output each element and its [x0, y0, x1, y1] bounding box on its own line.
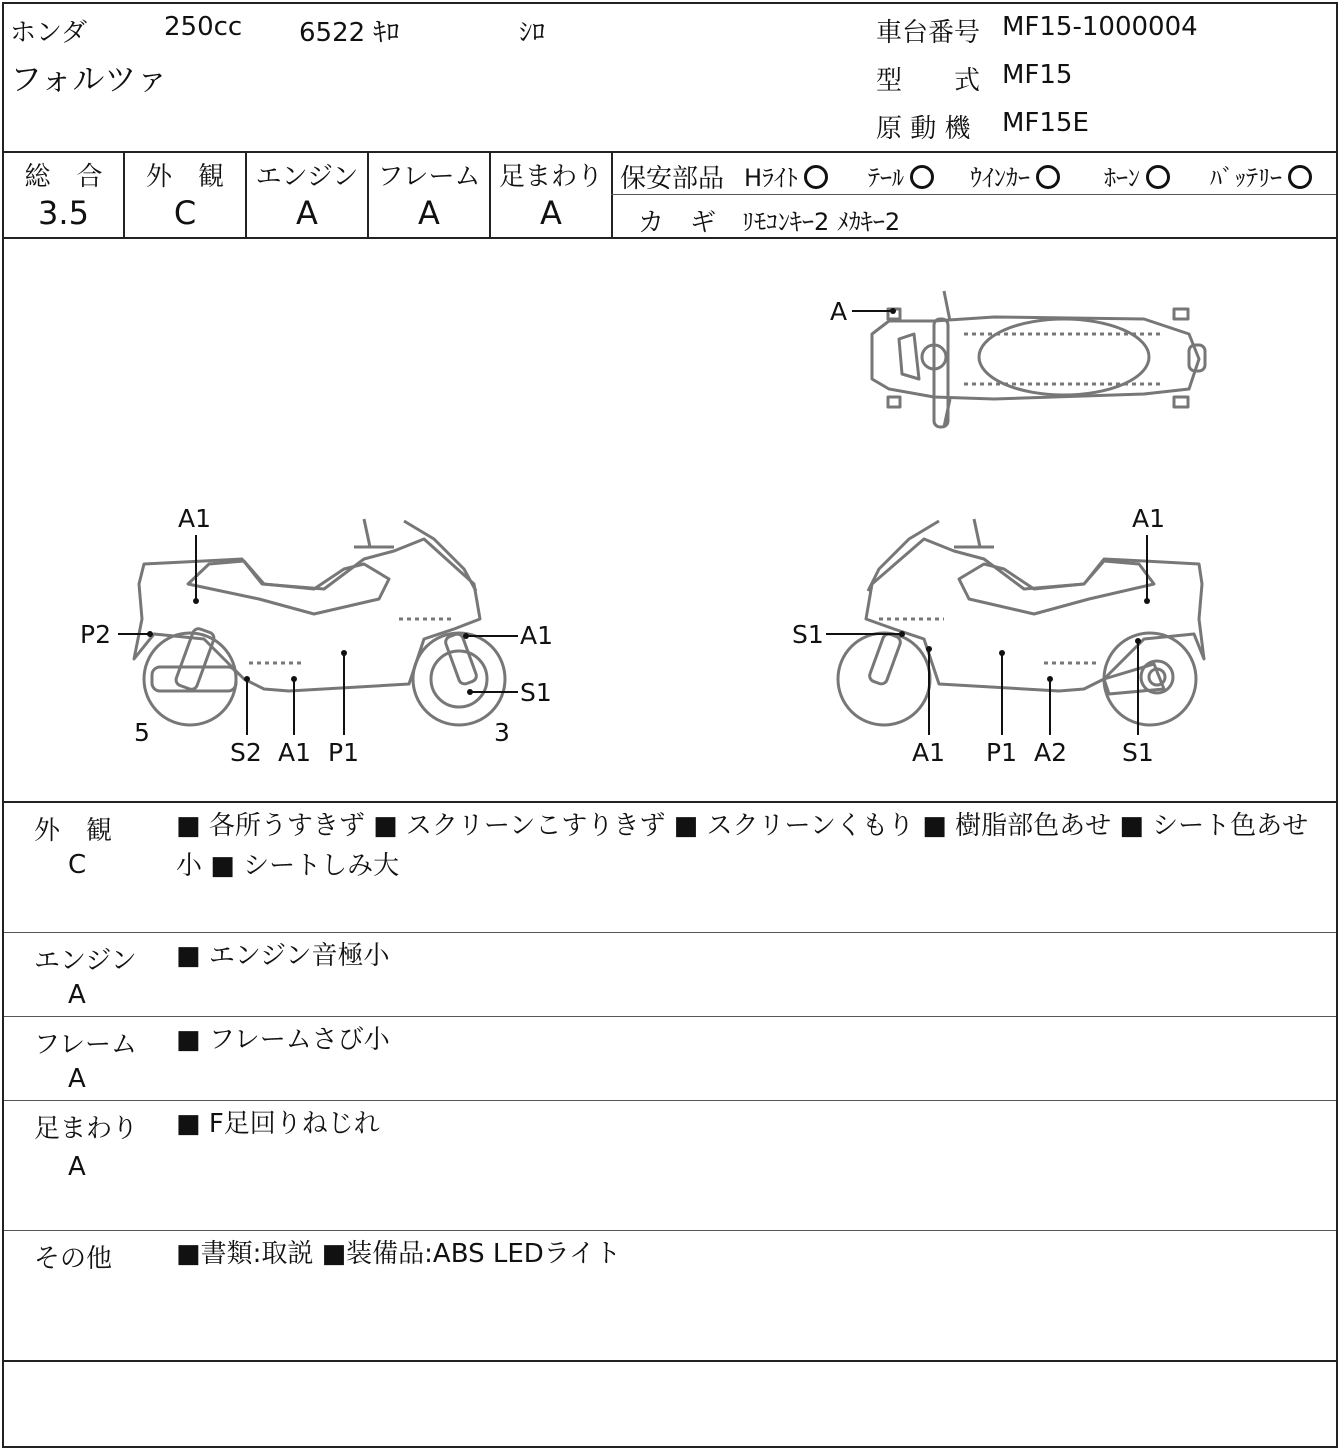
note-grade-exterior: C: [68, 850, 87, 880]
note-label-frame: フレーム: [34, 1030, 137, 1060]
mark-label: A1: [278, 738, 312, 767]
frame-number-label: 車台番号: [876, 18, 981, 48]
ok-circle-icon: [1036, 165, 1060, 189]
ok-circle-icon: [804, 165, 828, 189]
total-score: 3.5: [38, 194, 89, 232]
left-view-marks: [80, 504, 553, 767]
ok-circle-icon: [910, 165, 934, 189]
safety-parts-label: 保安部品: [620, 164, 725, 194]
mark-label: 3: [494, 718, 510, 747]
maker: ホンダ: [10, 18, 87, 48]
model-type-label: 型 式: [876, 66, 981, 96]
mark-label: S2: [230, 738, 262, 767]
mark-label: A1: [178, 504, 212, 533]
scooter-top-view: [872, 291, 1205, 427]
mark-label: A2: [1034, 738, 1068, 767]
divider: [4, 932, 1336, 933]
safety-item-winker: ｳｲﾝｶｰ: [970, 158, 1060, 193]
divider: [4, 1230, 1336, 1231]
note-text-frame: ■ フレームさび小: [176, 1025, 390, 1055]
note-label-exterior: 外 観: [34, 816, 113, 846]
mark-label: A1: [1132, 504, 1166, 533]
note-grade-frame: A: [68, 1064, 86, 1094]
suspension-label: 足まわり: [498, 162, 603, 192]
note-grade-suspension: A: [68, 1152, 86, 1182]
color: ｼﾛ: [519, 18, 546, 48]
note-label-engine: エンジン: [34, 946, 137, 976]
note-text-exterior: ■ 各所うすきず ■ スクリーンこすりきず ■ スクリーンくもり ■ 樹脂部色あせ ■ シート色あせ小 ■ シートしみ大: [176, 811, 1309, 881]
note-label-other: その他: [34, 1244, 113, 1274]
note-text-engine: ■ エンジン音極小: [176, 941, 390, 971]
mark-label: P1: [328, 738, 359, 767]
divider: [4, 1360, 1336, 1362]
divider: [4, 151, 1336, 153]
divider: [4, 1016, 1336, 1017]
frame-number: MF15-1000004: [1002, 12, 1198, 42]
divider: [4, 801, 1336, 803]
mark-label: S1: [792, 620, 824, 649]
mark-label: P2: [80, 620, 111, 649]
frame-label: フレーム: [377, 162, 481, 192]
mark-label: A1: [520, 621, 554, 650]
keys-label: カ ギ: [638, 208, 717, 238]
exterior-label: 外 観: [145, 162, 224, 192]
model-type: MF15: [1002, 60, 1073, 90]
scooter-left-view: [134, 519, 505, 725]
damage-diagram: [4, 239, 1340, 802]
keys-value: ﾘﾓｺﾝｷｰ2 ﾒｶｷｰ2: [742, 208, 901, 236]
engine-grade: A: [296, 194, 318, 232]
scooter-right-view: [838, 519, 1204, 725]
safety-item-horn: ﾎｰﾝ: [1104, 158, 1170, 193]
divider: [611, 151, 613, 239]
ok-circle-icon: [1146, 165, 1170, 189]
mileage: 6522 ｷﾛ: [299, 18, 400, 48]
inspection-sheet: [2, 2, 1338, 1448]
suspension-grade: A: [540, 194, 562, 232]
note-text-other: ■書類:取説 ■装備品:ABS LEDライト: [176, 1239, 622, 1269]
note-grade-engine: A: [68, 980, 86, 1010]
safety-item-headlight: Hﾗｲﾄ: [744, 158, 828, 193]
mark-label: 5: [134, 718, 150, 747]
divider: [4, 1100, 1336, 1101]
note-label-suspension: 足まわり: [34, 1114, 139, 1144]
ok-circle-icon: [1288, 165, 1312, 189]
mark-label: P1: [986, 738, 1017, 767]
total-label: 総 合: [24, 162, 103, 192]
mark-label: A: [830, 297, 848, 326]
mark-label: S1: [1122, 738, 1154, 767]
mark-label: A1: [912, 738, 946, 767]
engine-label: エンジン: [255, 162, 359, 192]
mark-label: S1: [520, 678, 552, 707]
engine-code-label: 原 動 機: [876, 114, 971, 144]
model-name: フォルツァ: [10, 60, 169, 98]
engine-code: MF15E: [1002, 108, 1089, 138]
safety-item-taillight: ﾃｰﾙ: [868, 158, 934, 193]
safety-item-battery: ﾊﾞｯﾃﾘｰ: [1210, 158, 1312, 193]
displacement: 250cc: [164, 12, 243, 42]
note-text-suspension: ■ F足回りねじれ: [176, 1109, 380, 1139]
frame-grade: A: [418, 194, 440, 232]
exterior-grade: C: [173, 194, 197, 232]
